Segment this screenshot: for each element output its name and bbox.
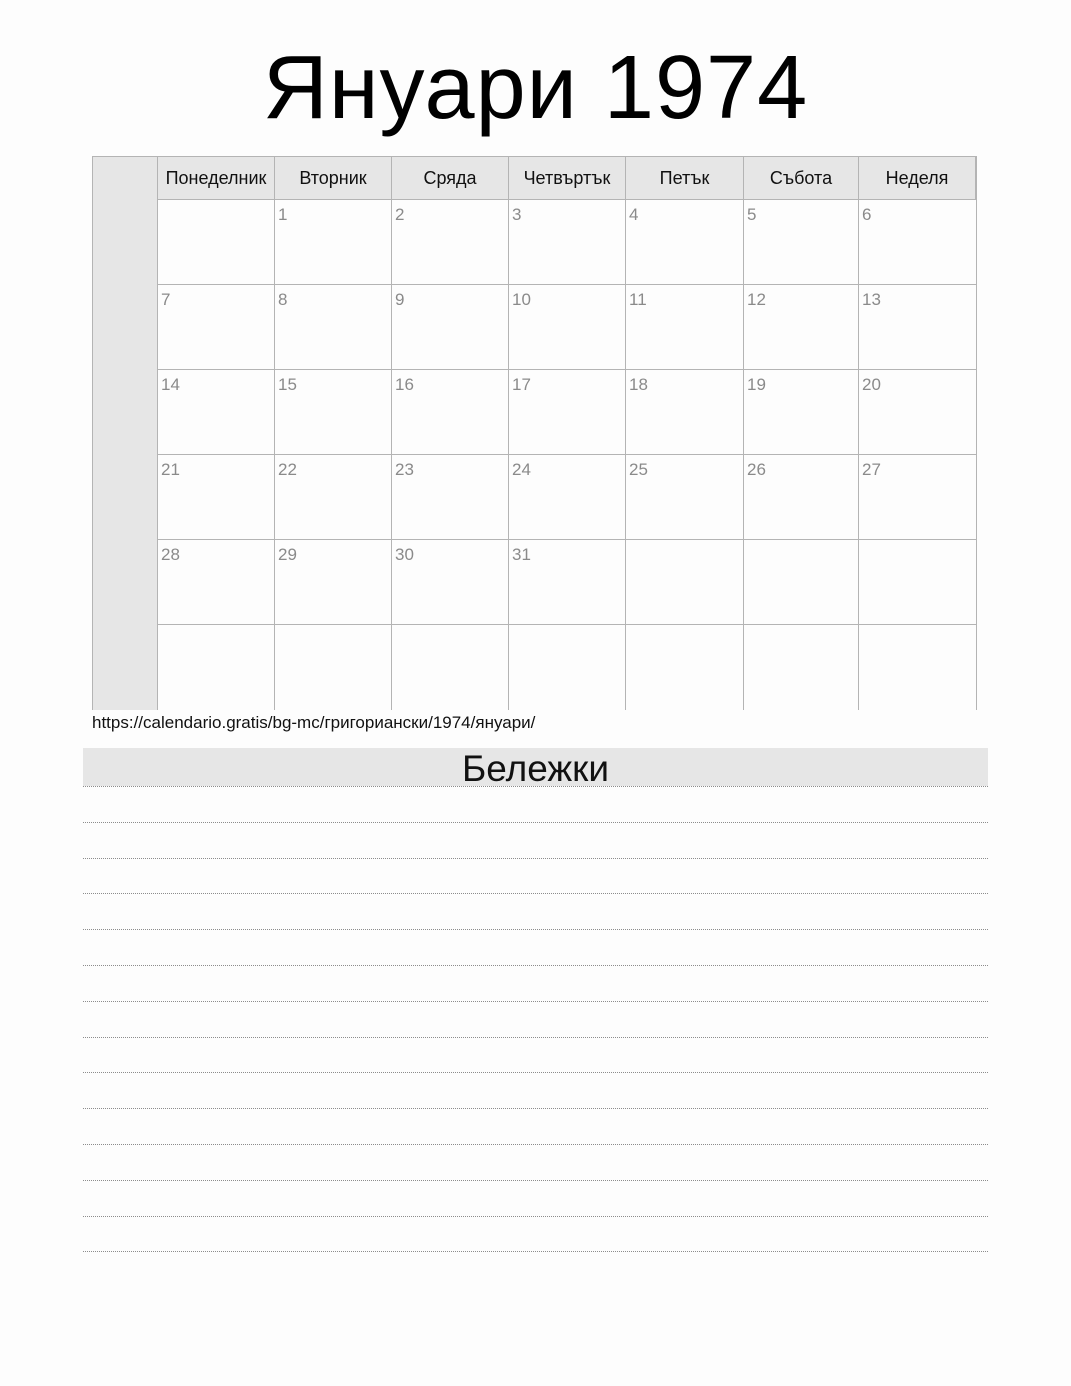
- day-cell[interactable]: [509, 455, 626, 540]
- day-number: 21: [161, 460, 180, 479]
- weekday-header: Понеделник: [158, 157, 275, 200]
- day-cell[interactable]: [744, 200, 859, 285]
- day-cell[interactable]: [392, 370, 509, 455]
- day-number: 4: [629, 205, 639, 224]
- weekday-header: Четвъртък: [509, 157, 626, 200]
- day-number: 3: [512, 205, 522, 224]
- note-line: [83, 1180, 988, 1181]
- day-number: 29: [278, 545, 297, 564]
- day-number: 13: [862, 290, 881, 309]
- day-cell[interactable]: [275, 200, 392, 285]
- day-number: 20: [862, 375, 881, 394]
- day-cell[interactable]: [509, 285, 626, 370]
- weekday-header: Петък: [626, 157, 744, 200]
- note-line: [83, 965, 988, 966]
- day-cell[interactable]: [626, 455, 744, 540]
- day-number: 9: [395, 290, 405, 309]
- day-cell[interactable]: [158, 540, 275, 625]
- day-cell[interactable]: [392, 200, 509, 285]
- day-number: 1: [278, 205, 288, 224]
- week-number-column: [93, 157, 158, 710]
- day-number: 31: [512, 545, 531, 564]
- weekday-header: Сряда: [392, 157, 509, 200]
- day-number: 12: [747, 290, 766, 309]
- day-cell[interactable]: [626, 540, 744, 625]
- day-cell[interactable]: [509, 200, 626, 285]
- day-cell[interactable]: [392, 540, 509, 625]
- day-cell[interactable]: [626, 200, 744, 285]
- day-cell[interactable]: [392, 455, 509, 540]
- day-number: 16: [395, 375, 414, 394]
- day-number: 17: [512, 375, 531, 394]
- weekday-header: Събота: [744, 157, 859, 200]
- day-number: 2: [395, 205, 405, 224]
- day-number: 8: [278, 290, 288, 309]
- note-line: [83, 786, 988, 787]
- day-number: 11: [629, 290, 647, 309]
- day-number: 27: [862, 460, 881, 479]
- note-line: [83, 822, 988, 823]
- note-line: [83, 1108, 988, 1109]
- day-cell[interactable]: [392, 285, 509, 370]
- day-cell[interactable]: [275, 285, 392, 370]
- calendar-grid: [92, 156, 977, 710]
- note-line: [83, 929, 988, 930]
- day-number: 10: [512, 290, 531, 309]
- day-number: 23: [395, 460, 414, 479]
- day-cell[interactable]: [859, 455, 976, 540]
- day-cell[interactable]: [744, 540, 859, 625]
- day-cell[interactable]: [859, 625, 976, 710]
- day-cell[interactable]: [275, 625, 392, 710]
- day-cell[interactable]: [859, 540, 976, 625]
- day-cell[interactable]: [275, 455, 392, 540]
- day-cell[interactable]: [859, 285, 976, 370]
- day-cell[interactable]: [158, 625, 275, 710]
- day-number: 22: [278, 460, 297, 479]
- notes-title: Бележки: [83, 748, 988, 786]
- day-number: 25: [629, 460, 648, 479]
- day-number: 28: [161, 545, 180, 564]
- note-line: [83, 1216, 988, 1217]
- day-number: 18: [629, 375, 648, 394]
- day-cell[interactable]: [158, 370, 275, 455]
- day-cell[interactable]: [859, 370, 976, 455]
- page-title: Януари 1974: [262, 38, 809, 138]
- day-number: 19: [747, 375, 766, 394]
- source-url[interactable]: https://calendario.gratis/bg-mc/григориански/1974/януари/: [92, 713, 536, 732]
- day-number: 24: [512, 460, 531, 479]
- note-line: [83, 1144, 988, 1145]
- day-cell[interactable]: [158, 285, 275, 370]
- day-cell[interactable]: [509, 540, 626, 625]
- day-cell[interactable]: [509, 625, 626, 710]
- day-number: 15: [278, 375, 297, 394]
- day-number: 6: [862, 205, 872, 224]
- day-number: 26: [747, 460, 766, 479]
- day-cell[interactable]: [509, 370, 626, 455]
- weekday-header: Неделя: [859, 157, 976, 200]
- note-line: [83, 1072, 988, 1073]
- day-cell[interactable]: [626, 285, 744, 370]
- day-number: 7: [161, 290, 171, 309]
- day-cell[interactable]: [744, 625, 859, 710]
- note-line: [83, 1001, 988, 1002]
- note-line: [83, 893, 988, 894]
- day-cell[interactable]: [626, 370, 744, 455]
- day-cell[interactable]: [158, 455, 275, 540]
- day-cell[interactable]: [626, 625, 744, 710]
- weekday-header: Вторник: [275, 157, 392, 200]
- note-line: [83, 858, 988, 859]
- day-cell[interactable]: [744, 455, 859, 540]
- day-cell[interactable]: [392, 625, 509, 710]
- day-cell[interactable]: [744, 285, 859, 370]
- day-number: 30: [395, 545, 414, 564]
- day-number: 5: [747, 205, 757, 224]
- day-cell[interactable]: [275, 370, 392, 455]
- note-line: [83, 1251, 988, 1252]
- day-cell[interactable]: [158, 200, 275, 285]
- note-line: [83, 1037, 988, 1038]
- day-cell[interactable]: [859, 200, 976, 285]
- day-cell[interactable]: [275, 540, 392, 625]
- day-cell[interactable]: [744, 370, 859, 455]
- day-number: 14: [161, 375, 180, 394]
